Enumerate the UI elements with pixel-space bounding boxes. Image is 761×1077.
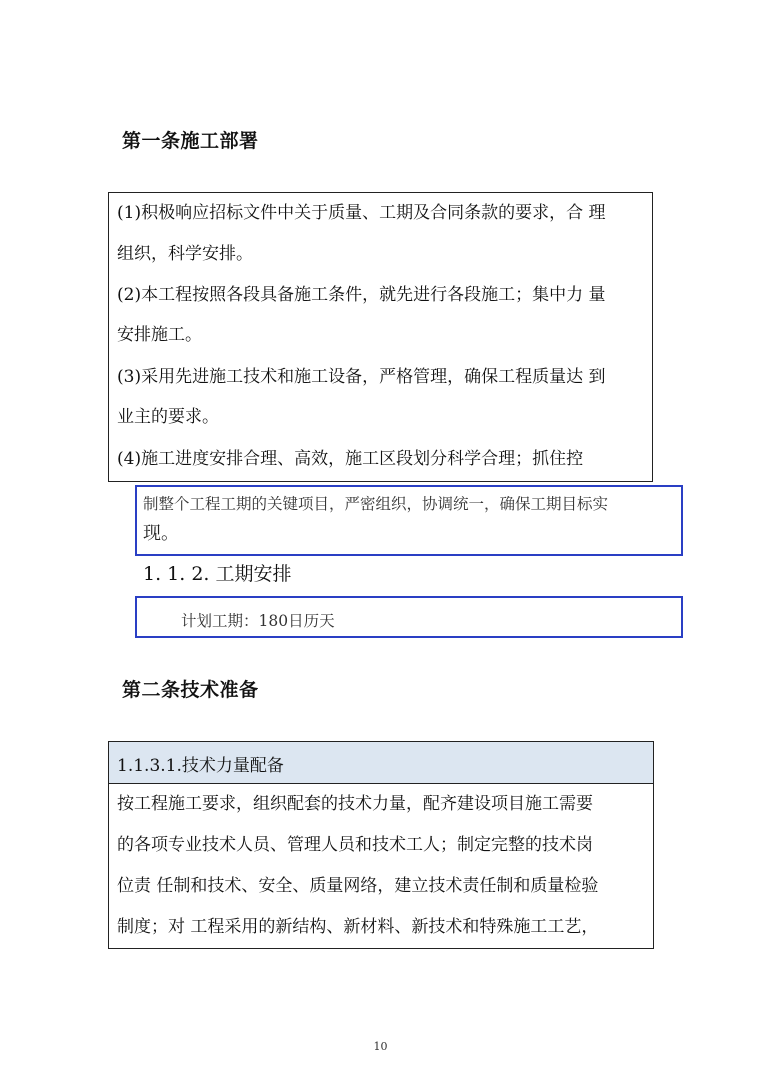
section-1-heading: 第一条施工部署 [122, 130, 259, 152]
continuation-textbox [135, 485, 683, 556]
table-text-line: 的各项专业技术人员、管理人员和技术工人；制定完整的技术岗 [117, 835, 593, 855]
table-text-line: 位责 任制和技术、安全、质量网络，建立技术责任制和质量检验 [117, 876, 599, 896]
page-number: 10 [373, 1040, 388, 1053]
text-line: 安排施工。 [117, 325, 202, 345]
schedule-textbox [135, 596, 683, 638]
technical-staffing-table [108, 741, 654, 949]
continuation-line: 制整个工程工期的关键项目，严密组织，协调统一，确保工期目标实 [143, 495, 609, 513]
text-line: (3)采用先进施工技术和施工设备，严格管理，确保工程质量达 到 [117, 367, 606, 387]
text-line: 组织，科学安排。 [117, 244, 253, 264]
continuation-line: 现。 [143, 523, 179, 544]
table-text-line: 按工程施工要求，组织配套的技术力量，配齐建设项目施工需要 [117, 794, 593, 814]
text-line: (4)施工进度安排合理、高效，施工区段划分科学合理；抓住控 [117, 449, 584, 469]
planned-duration-text: 计划工期：180日历天 [181, 612, 335, 630]
table-header-cell: 1.1.3.1.技术力量配备 [117, 756, 284, 776]
text-line: (2)本工程按照各段具备施工条件，就先进行各段施工；集中力 量 [117, 285, 606, 305]
table-header-row [109, 742, 653, 784]
text-line: 业主的要求。 [117, 407, 219, 427]
text-line: (1)积极响应招标文件中关于质量、工期及合同条款的要求，合 理 [117, 203, 606, 223]
table-text-line: 制度；对 工程采用的新结构、新材料、新技术和特殊施工工艺， [117, 917, 599, 937]
schedule-subheading: 1. 1. 2. 工期安排 [143, 563, 292, 585]
section-1-textbox [108, 192, 653, 482]
section-2-heading: 第二条技术准备 [122, 679, 259, 701]
